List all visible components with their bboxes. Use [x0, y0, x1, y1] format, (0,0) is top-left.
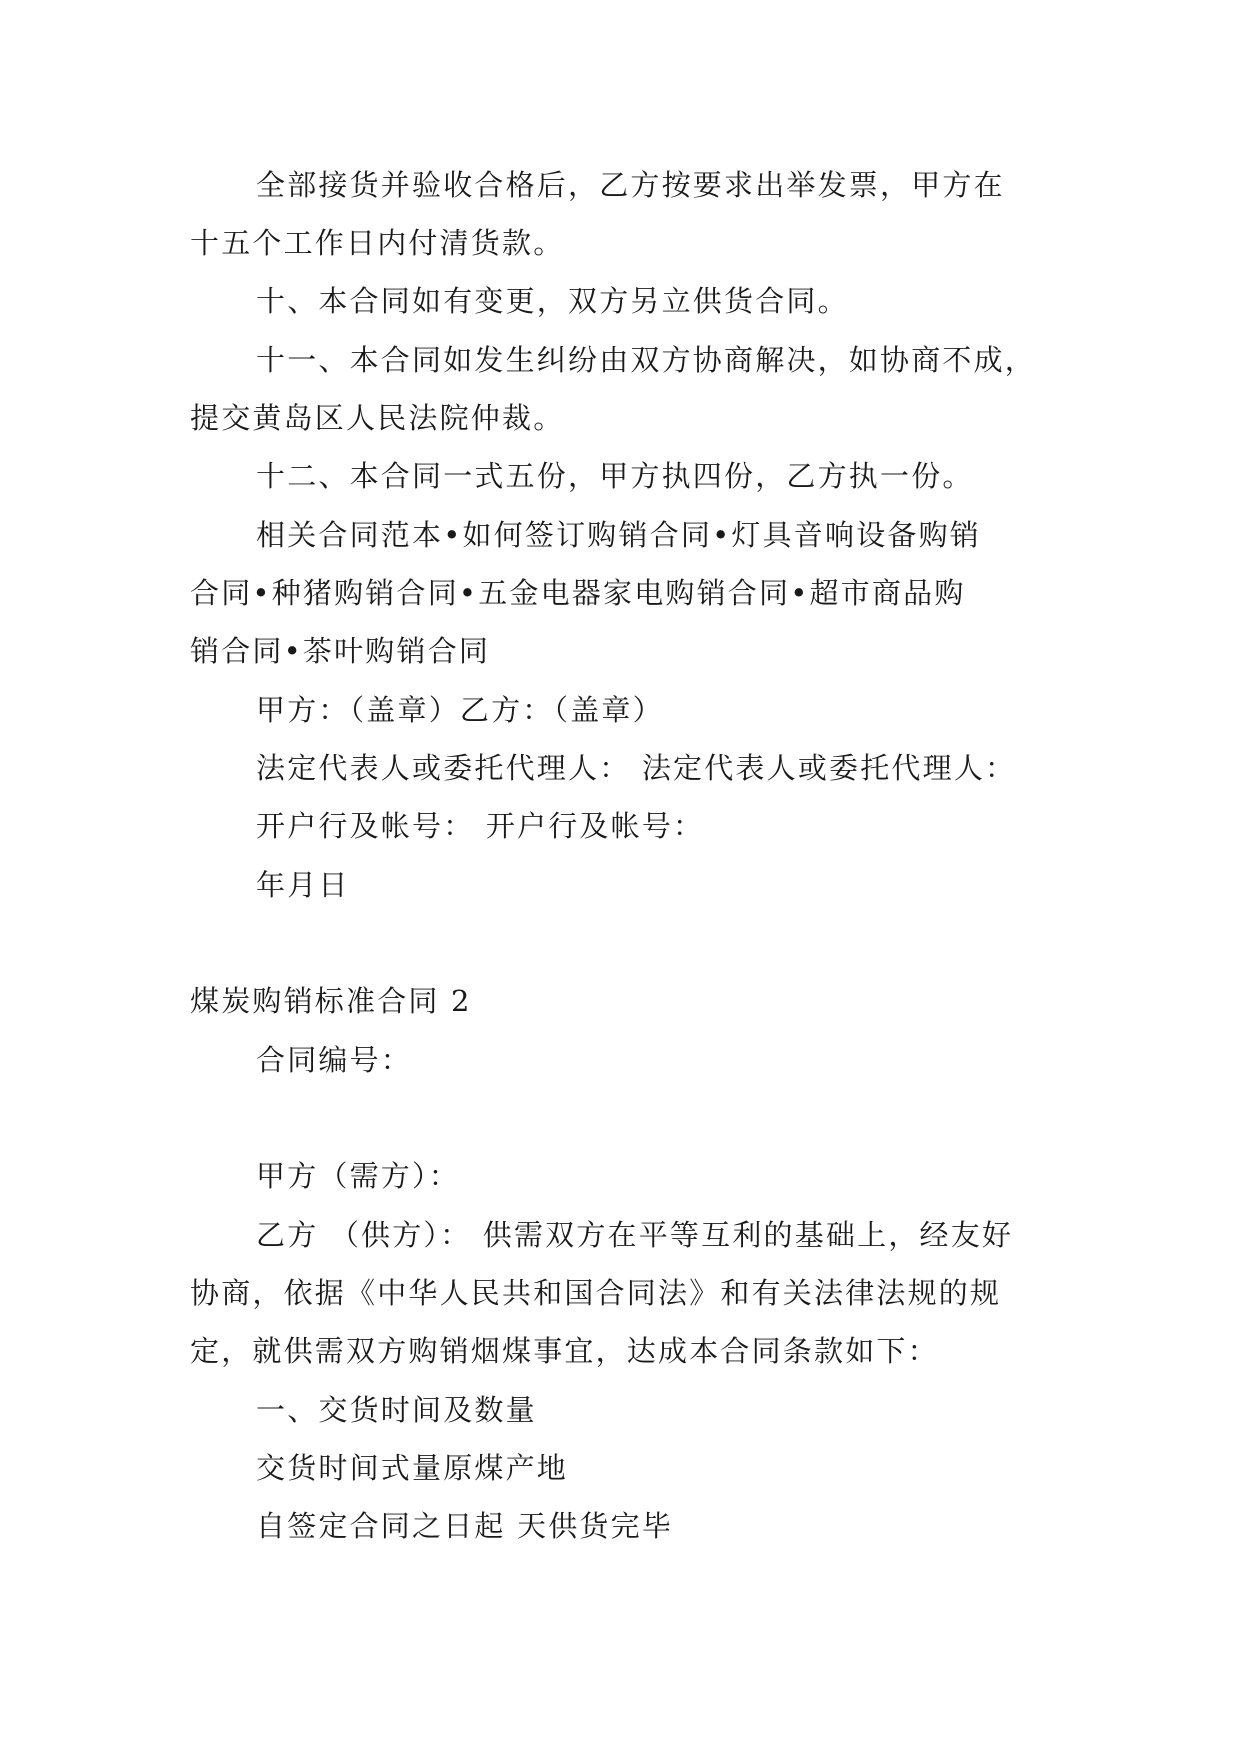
party-a-line: 甲方（需方）： — [256, 1159, 460, 1193]
paragraph-line: 交货时间式量原煤产地 — [256, 1451, 569, 1485]
related-templates-line: 销合同•茶叶购销合同 — [190, 634, 491, 668]
paragraph-line: 定，就供需双方购销烟煤事宜，达成本合同条款如下： — [190, 1334, 939, 1368]
contract-number: 合同编号： — [256, 1043, 413, 1077]
section-heading: 一、交货时间及数量 — [256, 1393, 537, 1427]
party-b-line: 乙方 （供方）： 供需双方在平等互利的基础上，经友好 — [256, 1218, 1014, 1252]
legal-representative-line: 法定代表人或委托代理人： 法定代表人或委托代理人： — [256, 751, 1017, 785]
paragraph-line: 十五个工作日内付清货款。 — [190, 226, 565, 260]
clause-11: 十一、本合同如发生纠纷由双方协商解决，如协商不成， — [256, 343, 1037, 377]
date-line: 年月日 — [256, 868, 350, 902]
clause-12: 十二、本合同一式五份，甲方执四份，乙方执一份。 — [256, 459, 974, 493]
contract-title: 煤炭购销标准合同 2 — [190, 984, 472, 1018]
paragraph-line: 协商，依据《中华人民共和国合同法》和有关法律法规的规 — [190, 1276, 1002, 1310]
related-templates-line: 合同•种猪购销合同•五金电器家电购销合同•超市商品购 — [190, 576, 966, 610]
paragraph-line: 自签定合同之日起 天供货完毕 — [256, 1509, 674, 1543]
paragraph-line: 提交黄岛区人民法院仲裁。 — [190, 401, 565, 435]
paragraph-line: 全部接货并验收合格后，乙方按要求出举发票，甲方在 — [256, 168, 1005, 202]
related-templates-line: 相关合同范本•如何签订购销合同•灯具音响设备购销 — [256, 518, 982, 552]
bank-account-line: 开户行及帐号： 开户行及帐号： — [256, 809, 705, 843]
signature-parties: 甲方：（盖章）乙方：（盖章） — [256, 693, 664, 727]
clause-10: 十、本合同如有变更，双方另立供货合同。 — [256, 284, 849, 318]
